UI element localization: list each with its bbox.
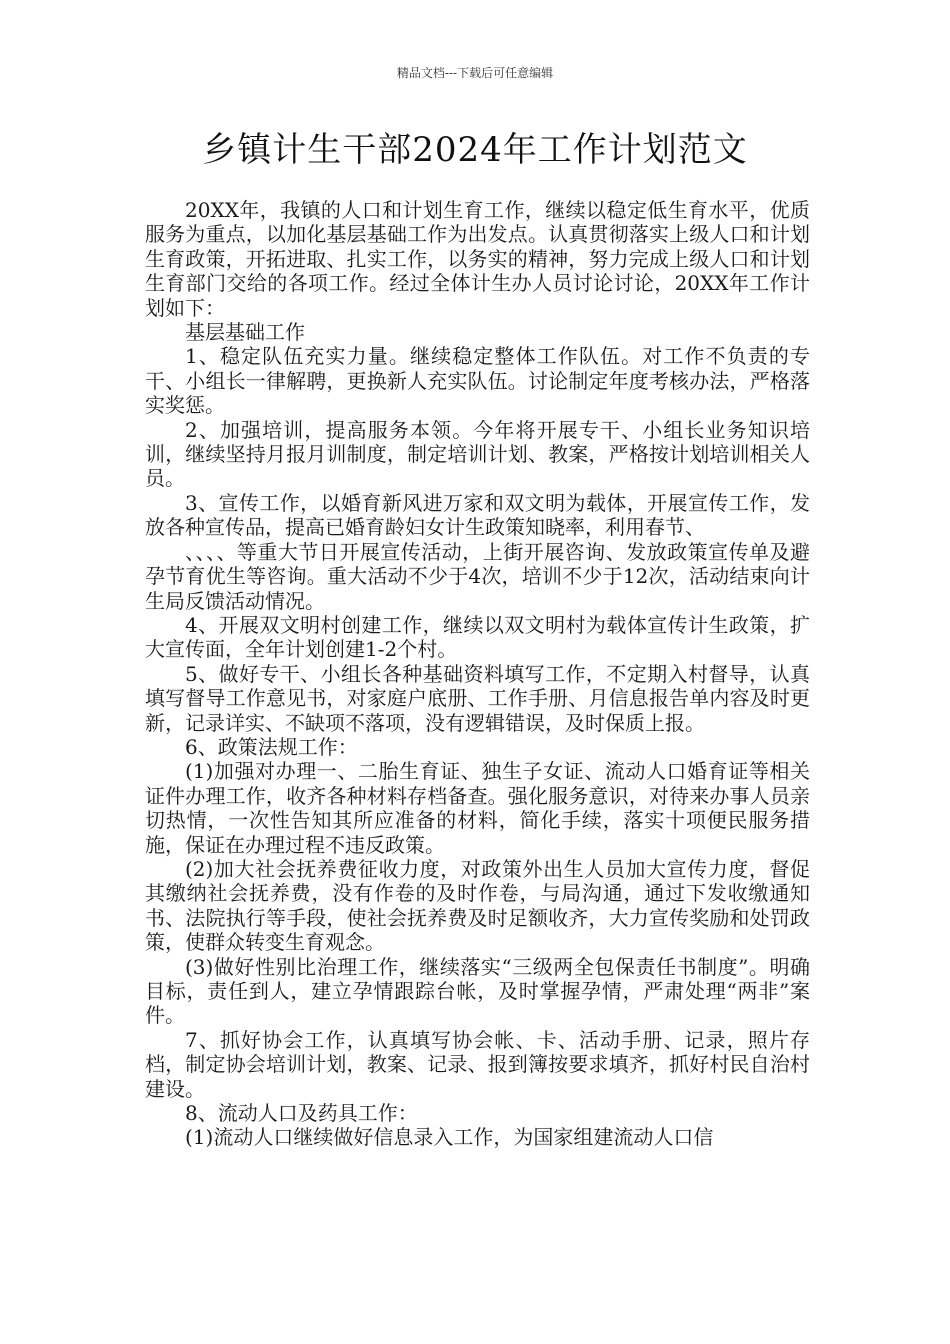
page-header: 精品文档---下载后可任意编辑 xyxy=(396,66,554,80)
paragraph-intro: 20XX年，我镇的人口和计划生育工作，继续以稳定低生育水平，优质服务为重点，以加化基层基础工作为出发点。认真贯彻落实上级人口和计划生育政策，开拓进取、扎实工作，以务实的精神，努力完成上级人口和计划生育部门交给的各项工作。经过全体计生办人员讨论讨论，20XX年工作计划如下： xyxy=(145,198,810,320)
paragraph-item-3: 3、宣传工作，以婚育新风进万家和双文明为载体，开展宣传工作，发放各种宣传品，提高已婚育龄妇女计生政策知晓率，利用春节、 xyxy=(145,490,810,540)
document-title: 乡镇计生干部2024年工作计划范文 xyxy=(202,130,748,170)
paragraph-item-8-1: (1)流动人口继续做好信息录入工作，为国家组建流动人口信 xyxy=(185,1125,714,1150)
paragraph-item-6-2: (2)加大社会抚养费征收力度，对政策外出生人员加大宣传力度，督促其缴纳社会抚养费，没有作卷的及时作卷，与局沟通，通过下发收缴通知书、法院执行等手段，使社会抚养费及时足额收齐，大力宣传奖励和处罚政策，使群众转变生育观念。 xyxy=(145,856,810,955)
paragraph-item-6-3: (3)做好性别比治理工作，继续落实“三级两全包保责任书制度”。明确目标，责任到人，建立孕情跟踪台帐，及时掌握孕情，严肃处理“两非”案件。 xyxy=(145,954,810,1028)
paragraph-item-3-cont: 、、、、等重大节日开展宣传活动，上街开展咨询、发放政策宣传单及避孕节育优生等咨询。重大活动不少于4次，培训不少于12次，活动结束向计生局反馈活动情况。 xyxy=(145,539,810,613)
paragraph-item-6: 6、政策法规工作： xyxy=(185,734,358,759)
paragraph-item-7: 7、抓好协会工作，认真填写协会帐、卡、活动手册、记录，照片存档，制定协会培训计划，教案、记录、报到簿按要求填齐，抓好村民自治村建设。 xyxy=(145,1027,810,1101)
document-body xyxy=(145,198,810,1150)
paragraph-item-5: 5、做好专干、小组长各种基础资料填写工作，不定期入村督导，认真填写督导工作意见书，对家庭户底册、工作手册、月信息报告单内容及时更新，记录详实、不缺项不落项，没有逻辑错误，及时保质上报。 xyxy=(145,661,810,735)
paragraph-item-4: 4、开展双文明村创建工作，继续以双文明村为载体宣传计生政策，扩大宣传面，全年计划创建1-2个村。 xyxy=(145,612,810,662)
paragraph-item-6-1: (1)加强对办理一、二胎生育证、独生子女证、流动人口婚育证等相关证件办理工作，收齐各种材料存档备查。强化服务意识，对待来办事人员亲切热情，一次性告知其所应准备的材料，简化手续，落实十项便民服务措施，保证在办理过程不违反政策。 xyxy=(145,759,810,857)
paragraph-item-1: 1、稳定队伍充实力量。继续稳定整体工作队伍。对工作不负责的专干、小组长一律解聘，更换新人充实队伍。讨论制定年度考核办法，严格落实奖惩。 xyxy=(145,344,810,418)
paragraph-item-2: 2、加强培训，提高服务本领。今年将开展专干、小组长业务知识培训，继续坚持月报月训制度，制定培训计划、教案，严格按计划培训相关人员。 xyxy=(145,417,810,491)
paragraph-item-8: 8、流动人口及药具工作： xyxy=(185,1101,418,1126)
section-heading: 基层基础工作 xyxy=(185,320,305,345)
